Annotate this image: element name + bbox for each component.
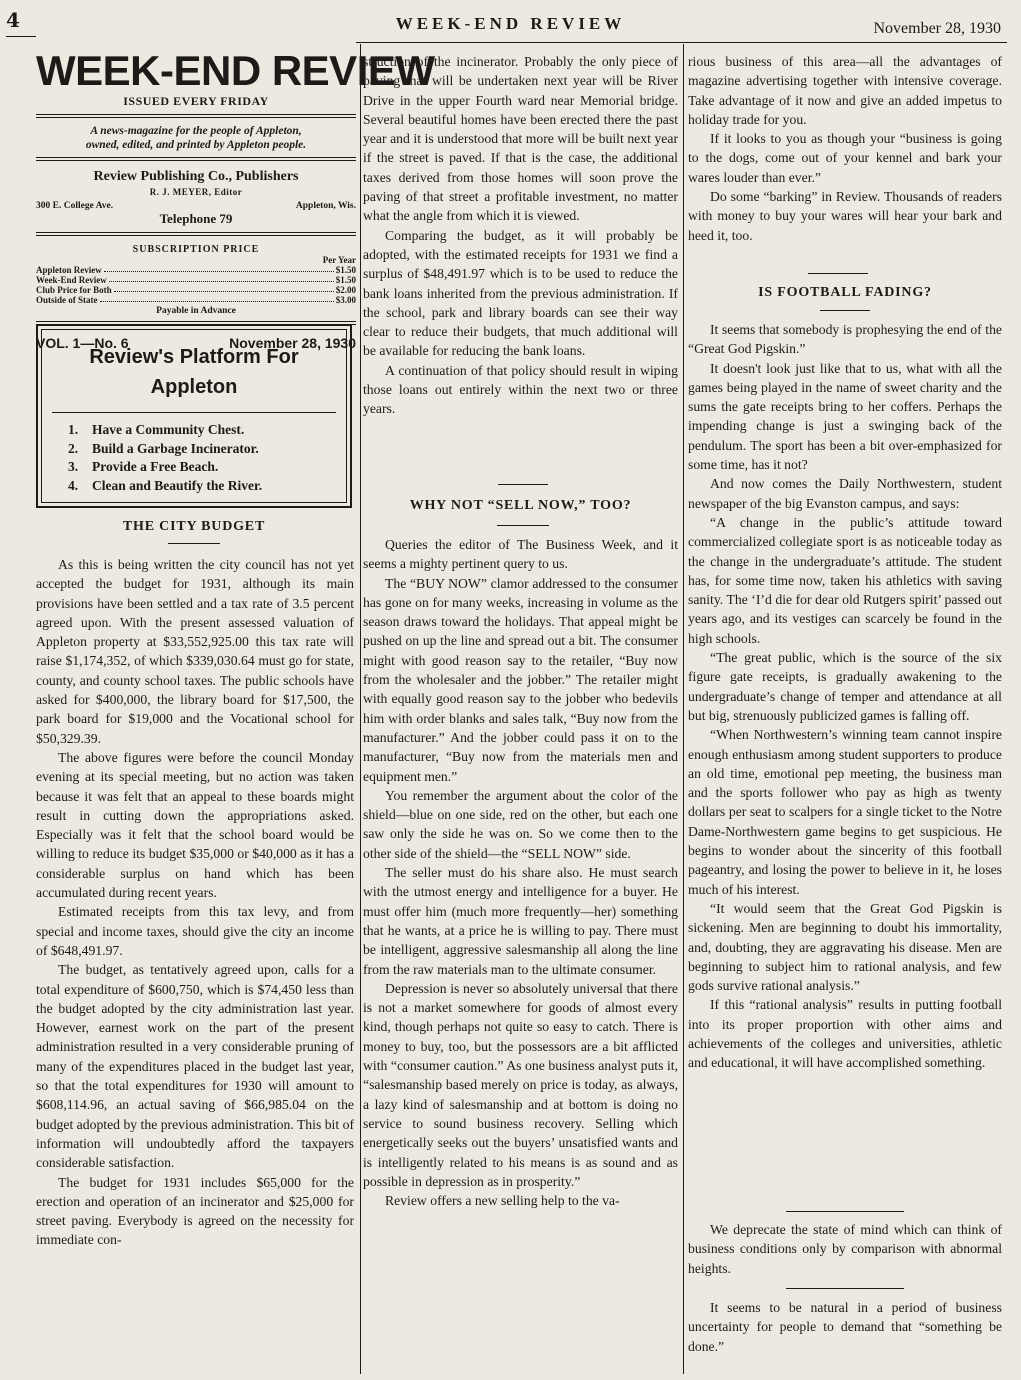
masthead-double-rule: [36, 114, 356, 118]
price-value: $2.00: [335, 285, 356, 295]
page-number-rule: [6, 36, 36, 37]
price-list: [36, 265, 356, 305]
platform-item: [68, 458, 346, 477]
editorial-note-1: [688, 1220, 1002, 1278]
price-label: Appleton Review: [36, 265, 102, 275]
price-value: $3.00: [335, 295, 356, 305]
platform-title-line-1: Review's Platform For: [89, 346, 299, 368]
price-row: [36, 275, 356, 285]
headline-rule: [497, 525, 549, 526]
platform-item-number: 1.: [68, 422, 79, 437]
city: Appleton, Wis.: [295, 201, 356, 211]
paragraph: We deprecate the state of mind which can think of business conditions only by comparison with abnormal heights.: [688, 1222, 1002, 1276]
section-rule: [498, 484, 548, 485]
paragraph: Queries the editor of The Business Week, and it seems a mighty pertinent query to us.: [363, 537, 678, 572]
platform-item-text: Provide a Free Beach.: [92, 459, 219, 474]
football-body: [688, 320, 1002, 1073]
paragraph: The “BUY NOW” clamor addressed to the consumer has gone on for many weeks, increasing in volume as the season draws toward the holidays. That appeal might be pushed on up the line and spread out a bit. The consumer might with good reason say to the retailer, “Buy now from the wholesaler and the jobber.” The retailer might with equally good reason say to the jobber who bedevils him with order blanks and sales talk, “Buy now from the manufacturer.” And the jobber could pass it on to the manufacturer, “Buy now from the materials men and equipment men.”: [363, 575, 678, 784]
paragraph: “It would seem that the Great God Pigskin is sickening. Men are beginning to doubt his immortality, and, doubting, they are aggravating his disease. Men are beginning to subject him to rational analysis, and few gods survive rational analysis.”: [688, 900, 1002, 994]
paragraph: Do some “barking” in Review. Thousands of readers with money to buy your wares will hear your bark and heed it, too.: [688, 189, 1002, 243]
price-row: [36, 285, 356, 295]
paragraph: Comparing the budget, as it will probably be adopted, with the estimated receipts for 1931 we find a surplus of $48,491.97 which is to be used to reduce the bank loans inherited from the previous administration. If the school, park and library boards can see their way clear to reduce their budgets, that much additional will be available for reducing the bank loans.: [363, 227, 678, 359]
tagline-line-2: owned, edited, and printed by Appleton people.: [85, 139, 307, 151]
publisher: Review Publishing Co., Publishers: [93, 169, 299, 184]
paragraph: It seems that somebody is prophesying the end of the “Great God Pigskin.”: [688, 322, 1002, 357]
platform-item-number: 3.: [68, 459, 79, 474]
paragraph: The budget for 1931 includes $65,000 for the erection and operation of an incinerator and $25,000 for street paving. Everybody is agreed on the necessity for immediate con-: [36, 1174, 354, 1248]
platform-item: [68, 440, 346, 459]
section-rule: [808, 273, 868, 274]
paragraph: “The great public, which is the source of the six figure gate receipts, is gradually awakening to the undergraduate’s change of temper and attendance at all but big, strenuously publicized games is falling off.: [688, 650, 1002, 723]
column-divider-2: [683, 44, 684, 1374]
paragraph: “A change in the public’s attitude toward commercialized collegiate sport is as noticeable today as the change in the undergraduate’s attitude. The student has, for some time now, taken his athletics with saving sanity. The ‘I’d die for dear old Rutgers spirit’ passed out years ago, and its vestiges can scarcely be found in the high schools.: [688, 514, 1002, 646]
platform-item-number: 2.: [68, 440, 79, 456]
paragraph: You remember the argument about the color of the shield—blue on one side, red on the other, but each one saw only the side he was on. So we come then to the other side of the shield—the “SELL NOW” side.: [363, 787, 678, 861]
price-value: $1.50: [335, 275, 356, 285]
price-row: [36, 295, 356, 305]
football-headline: IS FOOTBALL FADING?: [758, 285, 932, 300]
platform-list: [42, 421, 346, 495]
paragraph: And now comes the Daily Northwestern, student newspaper of the big Evanston campus, and says:: [688, 476, 1002, 511]
paragraph: The budget, as tentatively agreed upon, calls for a total expenditure of $600,750, which is $74,450 less than the budget adopted by the city administration last year. However, earnest work on the part of the present administration resulted in a very considerable pruning of many of the expenditures placed in the budget last year, so that the total expenditures for 1930 will amount to $608,114.96, an actual saving of $66,985.04 on the budget adopted by the previous administration. This bit of information will undoubtedly afford the taxpayers considerable satisfaction.: [36, 962, 354, 1171]
headline-rule: [820, 310, 870, 311]
masthead-issued: ISSUED EVERY FRIDAY: [123, 94, 269, 108]
city-budget-continued: [363, 52, 678, 419]
masthead-title: WEEK-END REVIEW: [36, 47, 435, 94]
masthead-double-rule: [36, 232, 356, 236]
paragraph: Review offers a new selling help to the va-: [385, 1193, 620, 1209]
section-rule: [786, 1211, 904, 1212]
page-date: November 28, 1930: [873, 20, 1001, 37]
paragraph: struction of the incinerator. Probably the only piece of paving that will be undertaken next year will be River Drive in the upper Fourth ward near Memorial bridge. Several beautiful homes have been erected there the past year and it is understood that more will be built next year if the street is paved. If that is the case, the additional taxes derived from those homes will soon prove the paving of that street a profitable investment, no matter what the angle from which it is viewed.: [363, 54, 678, 224]
paragraph: Estimated receipts from this tax levy, and from special and income taxes, should give the city an income of $648,491.97.: [36, 904, 354, 958]
editor: R. J. MEYER, Editor: [149, 187, 243, 197]
page-number: 4: [6, 8, 20, 32]
volume-date: November 28, 1930: [229, 335, 356, 351]
headline-rule: [168, 543, 220, 544]
city-budget-body: [36, 555, 354, 1250]
sell-now-body: [363, 535, 678, 1210]
platform-item-text: Build a Garbage Incinerator.: [92, 440, 259, 456]
price-label: Week-End Review: [36, 275, 107, 285]
editorial-note-2: [688, 1298, 1002, 1356]
address-row: [36, 201, 356, 211]
payable-note: Payable in Advance: [156, 306, 236, 316]
platform-item-number: 4.: [68, 477, 79, 493]
platform-item: [68, 477, 346, 496]
subscription-heading: SUBSCRIPTION PRICE: [132, 244, 260, 255]
paragraph: If it looks to you as though your “business is going to the dogs, come out of your kennel and bark your wares louder than ever.”: [688, 131, 1002, 185]
telephone: Telephone 79: [159, 211, 233, 226]
volume-number: VOL. 1—No. 6: [36, 335, 129, 351]
per-year-label: Per Year: [322, 255, 356, 265]
masthead: [36, 47, 435, 351]
platform-title: [42, 342, 346, 402]
price-label: Club Price for Both: [36, 285, 112, 295]
header-rule: [356, 42, 1007, 43]
address: 300 E. College Ave.: [36, 201, 114, 211]
paragraph: It doesn't look just like that to us, what with all the games being played in the name of sweet charity and the sums the gate receipts bring to her coffers. Perhaps the impending change is just a swinging back of the pendulum. The sport has been a bit over-emphasized for some time, has it not?: [688, 360, 1002, 473]
paragraph: It seems to be natural in a period of business uncertainty for people to demand that “something be done.”: [688, 1300, 1002, 1354]
paragraph: rious business of this area—all the advantages of magazine advertising together with intensive coverage. Take advantage of it now and give an added impetus to holiday trade for you.: [688, 54, 1002, 127]
paragraph: The seller must do his share also. He must search with the utmost energy and intelligence for a buyer. He must offer him (much more frequently—her) something that he wants, at a price he is willing to pay. There must be intelligent, aggressive salesmanship all along the line from the raw materials man to the ultimate consumer.: [363, 865, 678, 977]
sell-now-continued: [688, 52, 1002, 245]
city-budget-headline: THE CITY BUDGET: [122, 519, 266, 534]
masthead-tagline: [36, 124, 356, 152]
running-title: WEEK-END REVIEW: [395, 14, 626, 33]
platform-item-text: Have a Community Chest.: [92, 422, 245, 437]
platform-rule: [52, 412, 336, 413]
platform-item-text: Clean and Beautify the River.: [92, 477, 263, 493]
paragraph: If this “rational analysis” results in putting football into its proper proportion with other aims and achievements of the colleges and universities, athletic and educational, it will have accomplished something.: [688, 997, 1002, 1071]
paragraph: The above figures were before the council Monday evening at its special meeting, but no action was taken because it was felt that an appeal to these boards might result in cutting down the appropriations asked. Especially was it felt that the school board would be willing to reduce its budget $35,000 or $40,000 as it has a considerable surplus on hand which has been accumulated during recent years.: [36, 749, 354, 901]
sell-now-headline: WHY NOT “SELL NOW,” TOO?: [409, 498, 632, 513]
tagline-line-1: A news-magazine for the people of Appleton,: [90, 125, 302, 137]
price-label: Outside of State: [36, 295, 98, 305]
platform-box: [36, 324, 352, 508]
price-row: [36, 265, 356, 275]
section-rule: [786, 1288, 904, 1289]
paragraph: As this is being written the city council has not yet accepted the budget for 1931, although its main provisions have been settled and a tax rate of 3.5 percent agreed upon. With the present assessed valuation of Appleton property at $33,552,925.00 this tax rate will raise $1,174,352, of which $339,030.64 must go for state, county, and county school taxes. The public schools have asked for $400,000, the library board for $17,500, the park board for $19,000 and the Vocational school for $50,329.39.: [36, 557, 354, 746]
column-divider-1: [360, 44, 361, 1374]
price-value: $1.50: [335, 265, 356, 275]
platform-title-line-2: Appleton: [150, 376, 238, 398]
paragraph: “When Northwestern’s winning team cannot inspire enough enthusiasm among student supporters to produce an old time, emotional pep meeting, the business man and the sports follower who pay as high as twenty dollars per seat to scalpers for a single ticket to the Notre Dame-Northwestern game begins to get suspicious. He begins to wonder about the sincerity of this football pageantry, and losing the power to believe in it, he loses much of his interest.: [688, 727, 1002, 897]
paragraph: A continuation of that policy should result in wiping those loans out entirely within the next two or three years.: [363, 362, 678, 417]
platform-item: [68, 421, 346, 440]
masthead-double-rule: [36, 157, 356, 161]
platform-inner-border: [41, 329, 347, 503]
paragraph: Depression is never so absolutely universal that there is not a market somewhere for goods of almost every kind, though perhaps not quite so easy to catch. There is money to buy, too, but the possessors are a bit afflicted with “consumer caution.” As one business analyst puts it, “salesmanship based merely on price is today, as always, a lazy kind of salesmanship and at bottom is doing no service to sound business recovery. Selling which energetically seeks out the buyers’ unsatisfied wants and is intelligently related to his means is as sound and as possible in depression as in prosperity.”: [363, 980, 678, 1189]
